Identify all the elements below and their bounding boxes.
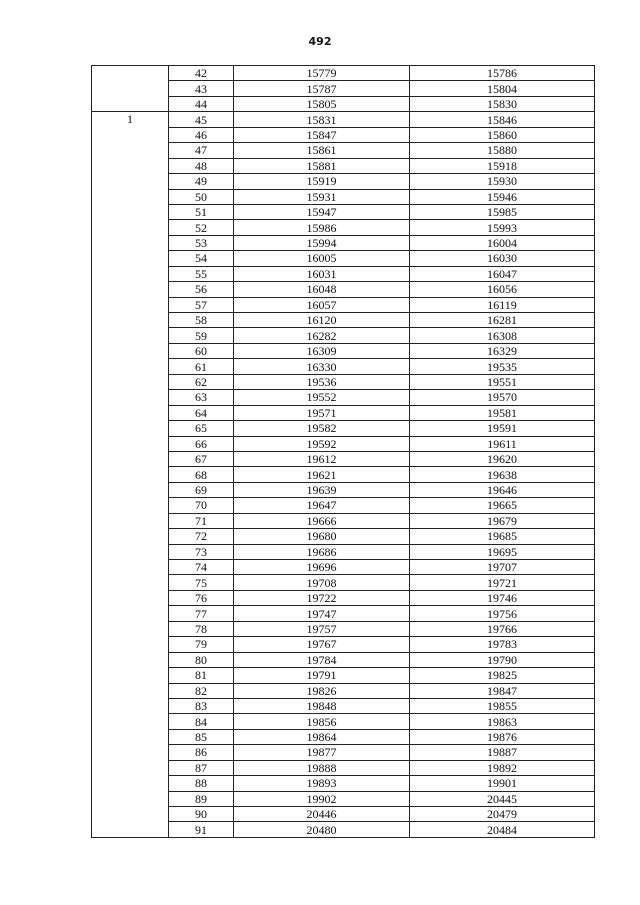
row-number-cell: 67	[169, 451, 234, 466]
range-end-cell: 19707	[410, 560, 595, 575]
range-start-cell: 19893	[234, 776, 410, 791]
row-number-cell: 44	[169, 96, 234, 111]
row-number-cell: 42	[169, 66, 234, 81]
row-number-cell: 59	[169, 328, 234, 343]
row-number-cell: 80	[169, 652, 234, 667]
row-number-cell: 64	[169, 405, 234, 420]
row-number-cell: 55	[169, 266, 234, 281]
row-number-cell: 72	[169, 529, 234, 544]
range-end-cell: 15880	[410, 143, 595, 158]
range-end-cell: 19855	[410, 698, 595, 713]
range-start-cell: 15994	[234, 235, 410, 250]
row-number-cell: 88	[169, 776, 234, 791]
range-end-cell: 19551	[410, 374, 595, 389]
range-end-cell: 15846	[410, 112, 595, 127]
row-number-cell: 43	[169, 81, 234, 96]
range-start-cell: 19757	[234, 621, 410, 636]
range-start-cell: 19888	[234, 760, 410, 775]
range-end-cell: 15860	[410, 127, 595, 142]
range-start-cell: 19791	[234, 668, 410, 683]
range-start-cell: 15779	[234, 66, 410, 81]
range-start-cell: 19592	[234, 436, 410, 451]
range-end-cell: 15946	[410, 189, 595, 204]
range-end-cell: 16047	[410, 266, 595, 281]
range-start-cell: 15931	[234, 189, 410, 204]
row-number-cell: 73	[169, 544, 234, 559]
row-number-cell: 76	[169, 590, 234, 605]
row-number-cell: 57	[169, 297, 234, 312]
range-end-cell: 19746	[410, 590, 595, 605]
range-end-cell: 19876	[410, 729, 595, 744]
range-end-cell: 15830	[410, 96, 595, 111]
range-end-cell: 19685	[410, 529, 595, 544]
row-number-cell: 69	[169, 482, 234, 497]
range-end-cell: 19581	[410, 405, 595, 420]
row-number-cell: 71	[169, 513, 234, 528]
range-start-cell: 15831	[234, 112, 410, 127]
row-number-cell: 53	[169, 235, 234, 250]
range-start-cell: 19536	[234, 374, 410, 389]
range-start-cell: 19784	[234, 652, 410, 667]
row-number-cell: 87	[169, 760, 234, 775]
range-end-cell: 16308	[410, 328, 595, 343]
row-number-cell: 85	[169, 729, 234, 744]
row-number-cell: 83	[169, 698, 234, 713]
group-label-cell: 1	[92, 112, 169, 838]
range-start-cell: 19848	[234, 698, 410, 713]
range-start-cell: 19582	[234, 421, 410, 436]
range-end-cell: 16056	[410, 282, 595, 297]
range-end-cell: 15804	[410, 81, 595, 96]
range-start-cell: 19708	[234, 575, 410, 590]
row-number-cell: 75	[169, 575, 234, 590]
row-number-cell: 58	[169, 313, 234, 328]
row-number-cell: 50	[169, 189, 234, 204]
range-start-cell: 20480	[234, 822, 410, 837]
row-number-cell: 66	[169, 436, 234, 451]
range-start-cell: 15861	[234, 143, 410, 158]
row-number-cell: 47	[169, 143, 234, 158]
range-start-cell: 15986	[234, 220, 410, 235]
range-start-cell: 19877	[234, 745, 410, 760]
range-start-cell: 15787	[234, 81, 410, 96]
range-end-cell: 19766	[410, 621, 595, 636]
row-number-cell: 74	[169, 560, 234, 575]
range-end-cell: 19646	[410, 482, 595, 497]
range-end-cell: 20479	[410, 807, 595, 822]
range-start-cell: 19722	[234, 590, 410, 605]
row-number-cell: 89	[169, 791, 234, 806]
row-number-cell: 84	[169, 714, 234, 729]
range-end-cell: 19783	[410, 637, 595, 652]
row-number-cell: 81	[169, 668, 234, 683]
range-start-cell: 16005	[234, 251, 410, 266]
range-end-cell: 19790	[410, 652, 595, 667]
range-start-cell: 19767	[234, 637, 410, 652]
range-start-cell: 20446	[234, 807, 410, 822]
range-start-cell: 19747	[234, 606, 410, 621]
row-number-cell: 79	[169, 637, 234, 652]
row-number-cell: 68	[169, 467, 234, 482]
range-start-cell: 16057	[234, 297, 410, 312]
row-number-cell: 78	[169, 621, 234, 636]
range-end-cell: 16281	[410, 313, 595, 328]
range-start-cell: 19612	[234, 451, 410, 466]
range-end-cell: 16030	[410, 251, 595, 266]
range-start-cell: 19571	[234, 405, 410, 420]
range-start-cell: 19902	[234, 791, 410, 806]
range-end-cell: 16004	[410, 235, 595, 250]
range-end-cell: 19901	[410, 776, 595, 791]
range-end-cell: 19611	[410, 436, 595, 451]
range-start-cell: 15919	[234, 174, 410, 189]
row-number-cell: 54	[169, 251, 234, 266]
row-number-cell: 49	[169, 174, 234, 189]
range-end-cell: 19591	[410, 421, 595, 436]
range-end-cell: 15930	[410, 174, 595, 189]
range-start-cell: 19639	[234, 482, 410, 497]
table-row	[92, 66, 595, 81]
row-number-cell: 62	[169, 374, 234, 389]
range-end-cell: 19638	[410, 467, 595, 482]
range-end-cell: 16119	[410, 297, 595, 312]
range-start-cell: 16309	[234, 343, 410, 358]
range-start-cell: 15947	[234, 204, 410, 219]
range-start-cell: 19826	[234, 683, 410, 698]
range-start-cell: 19666	[234, 513, 410, 528]
row-number-cell: 90	[169, 807, 234, 822]
row-number-cell: 82	[169, 683, 234, 698]
range-start-cell: 15847	[234, 127, 410, 142]
range-start-cell: 19686	[234, 544, 410, 559]
row-number-cell: 70	[169, 498, 234, 513]
range-start-cell: 16330	[234, 359, 410, 374]
range-end-cell: 19863	[410, 714, 595, 729]
row-number-cell: 48	[169, 158, 234, 173]
range-end-cell: 19620	[410, 451, 595, 466]
range-start-cell: 16282	[234, 328, 410, 343]
range-end-cell: 15993	[410, 220, 595, 235]
range-end-cell: 19535	[410, 359, 595, 374]
range-start-cell: 16120	[234, 313, 410, 328]
range-end-cell: 19570	[410, 390, 595, 405]
range-end-cell: 19721	[410, 575, 595, 590]
range-start-cell: 19856	[234, 714, 410, 729]
row-number-cell: 52	[169, 220, 234, 235]
row-number-cell: 45	[169, 112, 234, 127]
range-end-cell: 19665	[410, 498, 595, 513]
row-number-cell: 61	[169, 359, 234, 374]
row-number-cell: 63	[169, 390, 234, 405]
range-end-cell: 15918	[410, 158, 595, 173]
range-start-cell: 15805	[234, 96, 410, 111]
range-start-cell: 19621	[234, 467, 410, 482]
range-start-cell: 19552	[234, 390, 410, 405]
range-end-cell: 19695	[410, 544, 595, 559]
range-end-cell: 19892	[410, 760, 595, 775]
range-end-cell: 20445	[410, 791, 595, 806]
range-end-cell: 19756	[410, 606, 595, 621]
row-number-cell: 56	[169, 282, 234, 297]
table-body	[92, 66, 595, 838]
range-end-cell: 15985	[410, 204, 595, 219]
record-range-table	[91, 65, 595, 838]
row-number-cell: 46	[169, 127, 234, 142]
range-end-cell: 19825	[410, 668, 595, 683]
range-end-cell: 19847	[410, 683, 595, 698]
range-end-cell: 19679	[410, 513, 595, 528]
range-start-cell: 19647	[234, 498, 410, 513]
range-start-cell: 15881	[234, 158, 410, 173]
range-start-cell: 19696	[234, 560, 410, 575]
range-start-cell: 19864	[234, 729, 410, 744]
row-number-cell: 77	[169, 606, 234, 621]
table-row	[92, 112, 595, 127]
row-number-cell: 86	[169, 745, 234, 760]
range-end-cell: 20484	[410, 822, 595, 837]
row-number-cell: 51	[169, 204, 234, 219]
range-end-cell: 15786	[410, 66, 595, 81]
range-start-cell: 16048	[234, 282, 410, 297]
range-start-cell: 19680	[234, 529, 410, 544]
row-number-cell: 60	[169, 343, 234, 358]
group-label-cell	[92, 66, 169, 112]
range-end-cell: 19887	[410, 745, 595, 760]
range-start-cell: 16031	[234, 266, 410, 281]
page-number: 492	[308, 35, 332, 48]
row-number-cell: 91	[169, 822, 234, 837]
range-end-cell: 16329	[410, 343, 595, 358]
row-number-cell: 65	[169, 421, 234, 436]
